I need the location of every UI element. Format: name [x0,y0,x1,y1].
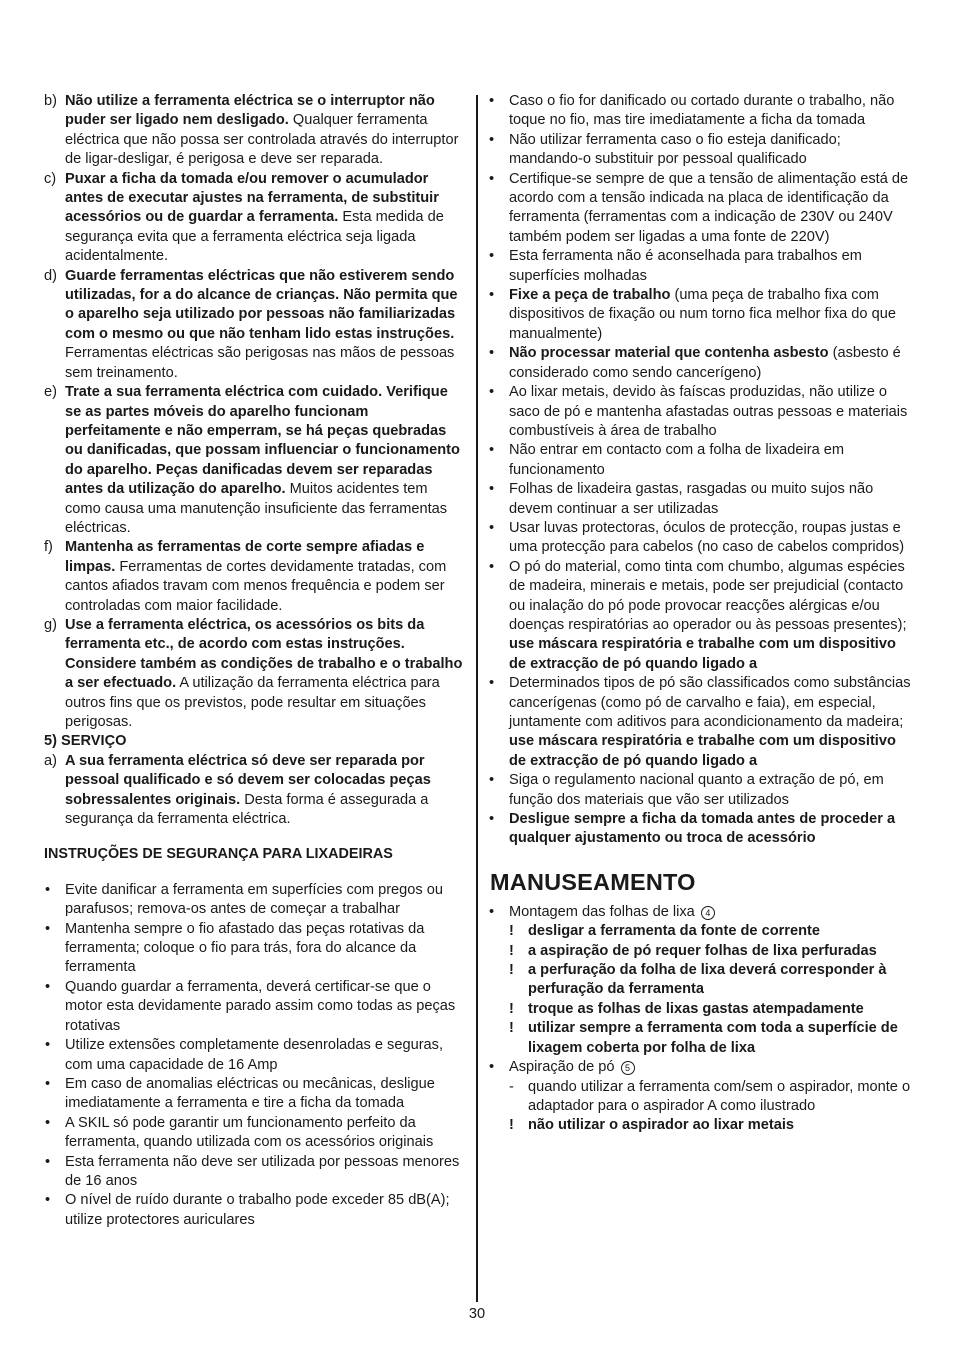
column-divider [476,95,478,1302]
bullet-item: • Não utilizar ferramenta caso o fio esteja danificado; mandando-o substituir por pessoal qualificado [489,131,841,168]
bullet-item: • Esta ferramenta não é aconselhada para trabalhos em superfícies molhadas [489,248,862,284]
bullet-item: • Em caso de anomalias eléctricas ou mecânicas, desligue imediatamente a ferramenta e tire a ficha da tomada [45,1075,435,1112]
bullet-item: • A SKIL só pode garantir um funcionamento perfeito da ferramenta, quando utilizada com os acessórios originais [45,1114,434,1151]
bullet-item: • Usar luvas protectoras, óculos de protecção, roupas justas e uma protecção para cabelos (no caso de cabelos compridos) [489,519,905,556]
list-item: a) A sua ferramenta eléctrica só deve ser reparada por pessoal qualificado e só devem ser colocadas peças sobressalentes originais. Desta forma é assegurada a segurança da ferramenta eléctrica. [44,752,431,828]
bullet-item: • O pó do material, como tinta com chumbo, algumas espécies de madeira, minerais e metais, pode ser prejudicial (contacto ou inalação do pó pode provocar reacções alérgicas e/ou doenças respiratórias ao operador ou às pessoas presentes); use máscara respiratória e trabalhe com um dispositivo de extracção de pó quando ligado a [489,558,907,672]
bullet-item: • Fixe a peça de trabalho (uma peça de trabalho fixa com dispositivos de fixação ou num torno fica melhor fixa do que manualmente) [489,287,896,342]
bullet-item: • Folhas de lixadeira gastas, rasgadas ou muito sujos não devem continuar a ser utilizadas [489,481,874,517]
list-item: b) Não utilize a ferramenta eléctrica se o interruptor não puder ser ligado nem desligado. Qualquer ferramenta eléctrica que não possa ser controlada através do interruptor de ligar-desligar, é perigosa e deve ser reparada. [44,93,459,168]
warning-item: ! não utilizar o aspirador ao lixar metais [509,1117,795,1134]
bullet-item: • Não entrar em contacto com a folha de lixadeira em funcionamento [489,442,845,478]
bullet-item: • Ao lixar metais, devido às faíscas produzidas, não utilize o saco de pó e mantenha afastadas outras pessoas e materiais combustíveis à área de trabalho [489,384,908,439]
service-heading: 5) SERVIÇO [44,733,127,750]
bullet-item: • Aspiração de pó 5 [488,1058,912,1077]
bullet-item: • Montagem das folhas de lixa 4 [488,903,912,922]
right-column [488,92,912,1136]
bullet-item: • Não processar material que contenha asbesto (asbesto é considerado como sendo cancerígeno) [489,345,901,381]
figure-ref-4: 4 [701,906,715,920]
left-column [44,92,466,1230]
list-item: f) Mantenha as ferramentas de corte sempre afiadas e limpas. Ferramentas de cortes devidamente tratadas, com cantos afiados travam com menos frequência e podem ser controladas com maior facilidade. [44,539,447,614]
bullet-item: • Quando guardar a ferramenta, deverá certificar-se que o motor esta devidamente parado assim como todas as peças rotativas [45,978,456,1034]
bullet-item: • Siga o regulamento nacional quanto a extração de pó, em função dos materiais que vão ser utilizados [489,772,884,808]
bullet-item: • Certifique-se sempre de que a tensão de alimentação está de acordo com a tensão indicada na placa de identificação da ferramenta (ferramentas com a indicação de 230V ou 240V também podem ser ligadas a uma fonte de 220V) [489,170,909,245]
sanders-safety-heading: INSTRUÇÕES DE SEGURANÇA PARA LIXADEIRAS [44,846,393,863]
list-item: e) Trate a sua ferramenta eléctrica com cuidado. Verifique se as partes móveis do aparelho funcionam perfeitamente e não emperram, se há peças quebradas ou danificadas, que possam influenciar o funcionamento do aparelho. Peças danificadas devem ser reparadas antes da utilização do aparelho. Muitos acidentes tem como causa uma manutenção insuficiente das ferramentas eléctricas. [44,384,460,536]
bullet-item: • Mantenha sempre o fio afastado das peças rotativas da ferramenta; coloque o fio para trás, fora do alcance da ferramenta [45,920,425,976]
section-heading-manuseamento: MANUSEAMENTO [490,868,696,895]
warning-item: ! a aspiração de pó requer folhas de lixa perfuradas [509,942,877,959]
bullet-item: • Desligue sempre a ficha da tomada antes de proceder a qualquer ajustamento ou troca de acessório [489,811,896,847]
bullet-item: • Utilize extensões completamente desenroladas e seguras, com uma capacidade de 16 Amp [45,1037,444,1073]
page-number: 30 [468,1306,486,1322]
bullet-item: • Determinados tipos de pó são classificados como substâncias cancerígenas (como pó de carvalho e faia), em especial, juntamente com aditivos para acondicionamento da madeira; use máscara respiratória e trabalhe com um dispositivo de extracção de pó quando ligado a [489,675,911,769]
bullet-item: • Evite danificar a ferramenta em superfícies com pregos ou parafusos; remova-os antes de começar a trabalhar [45,881,443,918]
list-item: d) Guarde ferramentas eléctricas que não estiverem sendo utilizadas, for a do alcance de crianças. Não permita que o aparelho seja utilizado por pessoas não familiarizadas com o mesmo ou que não tenham lido estas instruções. Ferramentas eléctricas são perigosas nas mãos de pessoas sem treinamento. [44,267,458,381]
list-item: g) Use a ferramenta eléctrica, os acessórios os bits da ferramenta etc., de acordo com estas instruções. Considere também as condições de trabalho e o trabalho a ser efectuado. A utilização da ferramenta eléctrica para outros fins que os previstos, pode resultar em situações perigosas. [44,616,463,730]
figure-ref-5: 5 [621,1061,635,1075]
list-item: c) Puxar a ficha da tomada e/ou remover o acumulador antes de executar ajustes na ferramenta, de substituir acessórios ou de guardar a ferramenta. Esta medida de segurança evita que a ferramenta eléctrica seja ligada acidentalmente. [44,170,444,265]
warning-item: ! a perfuração da folha de lixa deverá corresponder à perfuração da ferramenta [509,962,887,998]
bullet-item: • Caso o fio for danificado ou cortado durante o trabalho, não toque no fio, mas tire imediatamente a ficha da tomada [489,93,895,129]
bullet-item: • O nível de ruído durante o trabalho pode exceder 85 dB(A); utilize protectores auriculares [45,1192,450,1228]
warning-item: ! troque as folhas de lixas gastas atempadamente [509,1000,864,1017]
warning-item: ! desligar a ferramenta da fonte de corrente [509,923,820,940]
bullet-item: • Esta ferramenta não deve ser utilizada por pessoas menores de 16 anos [45,1153,460,1189]
dash-item: - quando utilizar a ferramenta com/sem o aspirador, monte o adaptador para o aspirador A como ilustrado [509,1078,911,1114]
warning-item: ! utilizar sempre a ferramenta com toda a superfície de lixagem coberta por folha de lixa [509,1020,898,1056]
